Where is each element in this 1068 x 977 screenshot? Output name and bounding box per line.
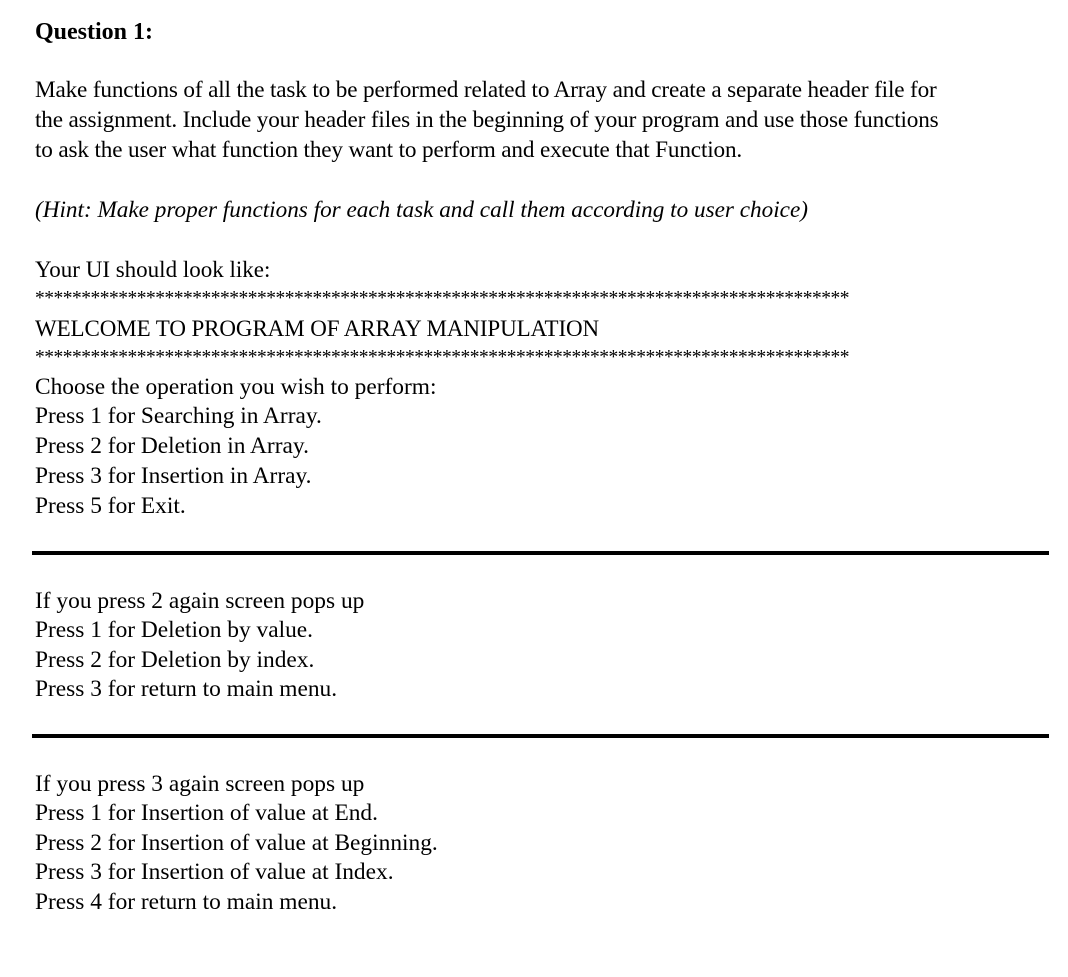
main-menu-option-2: Press 2 for Deletion in Array.: [35, 433, 309, 459]
main-menu-option-1: Press 1 for Searching in Array.: [35, 403, 322, 429]
section-rule-1: [32, 551, 1049, 555]
stars-divider-top: ****************************************************************************************: [35, 288, 849, 309]
insertion-menu-option-1: Press 1 for Insertion of value at End.: [35, 800, 378, 826]
question-heading: Question 1:: [35, 19, 154, 45]
section-rule-2: [32, 734, 1049, 738]
ui-intro-text: Your UI should look like:: [35, 257, 271, 282]
deletion-menu-option-1: Press 1 for Deletion by value.: [35, 617, 314, 643]
deletion-menu-intro: If you press 2 again screen pops up: [35, 588, 365, 614]
paragraph-line-2: the assignment. Include your header files in the beginning of your program and use those functions: [35, 107, 939, 133]
insertion-menu-option-4: Press 4 for return to main menu.: [35, 889, 338, 915]
deletion-menu-option-2: Press 2 for Deletion by index.: [35, 647, 315, 673]
insertion-menu-intro: If you press 3 again screen pops up: [35, 771, 365, 797]
deletion-menu-option-3: Press 3 for return to main menu.: [35, 676, 338, 702]
main-menu-prompt: Choose the operation you wish to perform:: [35, 374, 437, 400]
paragraph-line-1: Make functions of all the task to be performed related to Array and create a separate header file for: [35, 77, 937, 103]
welcome-title: WELCOME TO PROGRAM OF ARRAY MANIPULATION: [35, 316, 600, 341]
main-menu-option-exit: Press 5 for Exit.: [35, 493, 186, 519]
hint-text: (Hint: Make proper functions for each task and call them according to user choice): [35, 197, 808, 223]
insertion-menu-option-2: Press 2 for Insertion of value at Beginning.: [35, 830, 438, 856]
paragraph-line-3: to ask the user what function they want to perform and execute that Function.: [35, 137, 743, 163]
insertion-menu-option-3: Press 3 for Insertion of value at Index.: [35, 859, 394, 885]
stars-divider-bottom: ****************************************************************************************: [35, 347, 849, 368]
main-menu-option-3: Press 3 for Insertion in Array.: [35, 463, 312, 489]
